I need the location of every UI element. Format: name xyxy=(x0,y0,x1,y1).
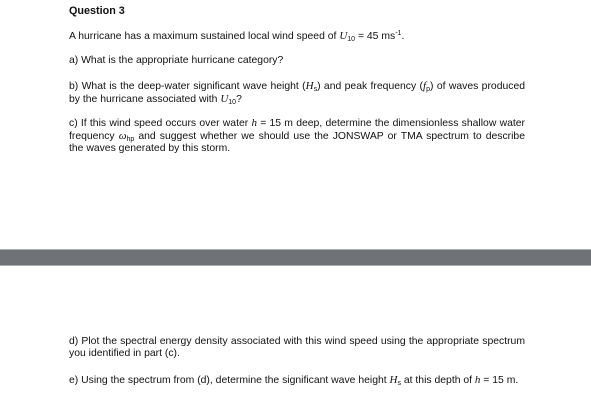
question-title: Question 3 xyxy=(69,5,125,17)
peak-frequency-variable: f xyxy=(423,80,427,92)
depth-variable: h xyxy=(474,374,481,386)
omega-subscript: hp xyxy=(126,136,135,143)
part-c-text-2: = 15 m deep, determine the dimensionless shallow water frequency xyxy=(69,118,525,142)
page-divider xyxy=(0,249,591,266)
part-d: d) Plot the spectral energy density associated with this wind speed using the appropriate spectrum you identified in part (c). xyxy=(69,336,525,359)
part-e-text-2: at this depth of xyxy=(400,375,475,386)
part-b xyxy=(69,80,525,106)
part-b-text-1: b) What is the deep-water significant wave height ( xyxy=(69,81,306,92)
depth-variable: h xyxy=(251,117,257,129)
intro-text-3: . xyxy=(401,31,405,42)
part-b-text-3: ) of waves produced by the hurricane associated with xyxy=(69,81,526,105)
wind-speed-variable: U xyxy=(220,93,229,105)
document-page-lower xyxy=(0,266,591,405)
wave-height-variable: H xyxy=(389,374,398,386)
part-e-text-1: e) Using the spectrum from (d), determine the significant wave height xyxy=(69,375,390,386)
peak-frequency-subscript: p xyxy=(426,86,430,93)
part-e-text-3: = 15 m. xyxy=(480,375,519,386)
part-b-text-4: ? xyxy=(236,94,242,105)
wave-height-subscript: s xyxy=(313,86,318,93)
part-c-text-1: c) If this wind speed occurs over water xyxy=(69,118,252,129)
part-b-text-2: ) and peak frequency ( xyxy=(317,81,424,92)
wave-height-subscript: s xyxy=(397,380,401,387)
part-e xyxy=(69,374,525,387)
wave-height-variable: H xyxy=(305,80,314,92)
part-c xyxy=(69,117,525,155)
omega-variable: ω xyxy=(118,130,127,142)
part-c-text-3: and suggest whether we should use the JONSWAP or TMA spectrum to describe the waves generated by this storm. xyxy=(69,131,525,154)
intro-text-1: A hurricane has a maximum sustained local wind speed of xyxy=(69,31,340,42)
unit-superscript: -1 xyxy=(395,30,402,37)
wind-speed-variable: U xyxy=(339,30,348,42)
question-intro xyxy=(69,30,525,43)
intro-text-2: = 45 ms xyxy=(355,31,396,42)
wind-speed-subscript: 10 xyxy=(228,99,237,106)
part-a: a) What is the appropriate hurricane category? xyxy=(69,55,284,66)
wind-speed-subscript: 10 xyxy=(347,36,356,43)
